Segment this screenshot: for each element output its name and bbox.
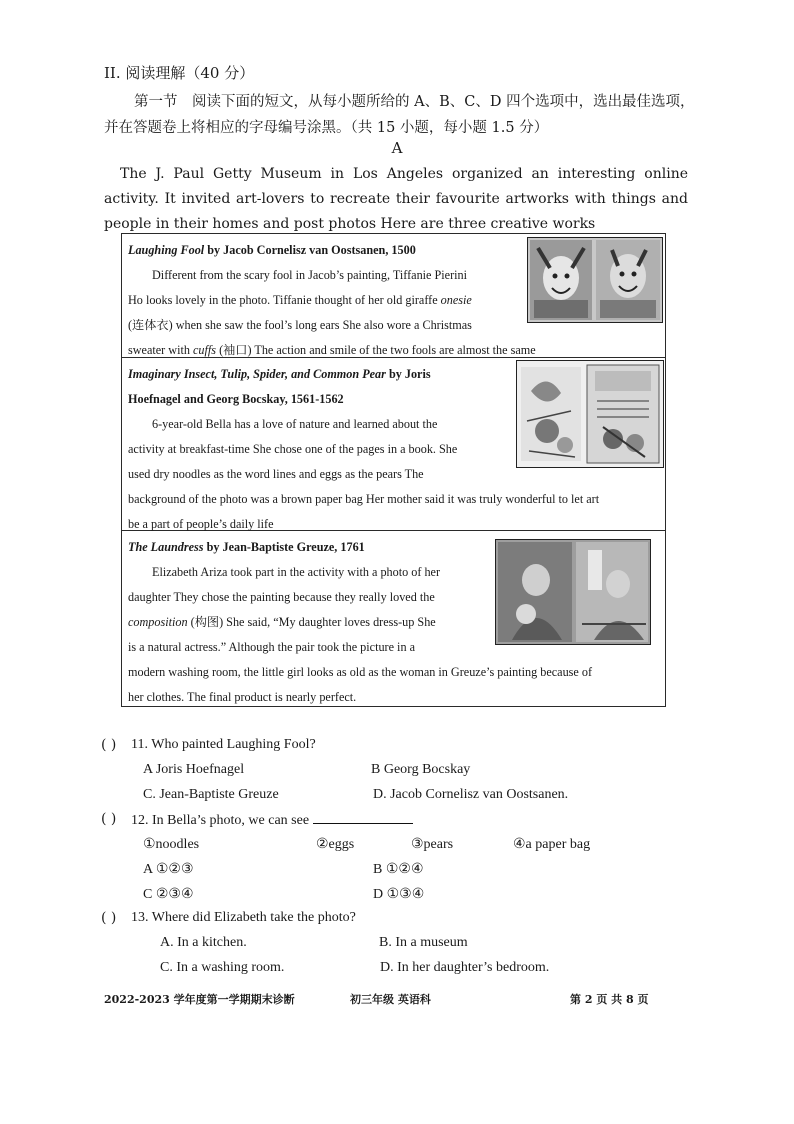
laundress-photo [495, 539, 651, 645]
work-title: Laughing Fool by Jacob Cornelisz van Oostsanen, 1500 [128, 243, 416, 257]
footer-subject: 初三年级 英语科 [350, 993, 431, 1006]
work-text-line: be a part of people’s daily life [128, 517, 274, 531]
option-c[interactable]: C. Jean-Baptiste Greuze [143, 787, 279, 802]
work-title-line2: Hoefnagel and Georg Bocskay, 1561-1562 [128, 392, 344, 406]
option-c[interactable]: C. In a washing room. [160, 960, 285, 975]
question-13-text: 13. Where did Elizabeth take the photo? [131, 910, 356, 925]
question-12-text: 12. In Bella’s photo, we can see [131, 811, 413, 829]
option-d[interactable]: D ①③④ [373, 887, 425, 902]
term-composition: composition [128, 615, 188, 629]
answer-blank [313, 811, 413, 824]
answer-paren[interactable]: ( ) [101, 737, 117, 753]
work-text-line: sweater with cuffs (袖口) The action and smile of the two fools are almost the same [128, 343, 536, 357]
work-box-laughing-fool [121, 233, 666, 358]
term-cuffs: cuffs [192, 343, 217, 357]
work-text-line: background of the photo was a brown paper bag Her mother said it was truly wonderful to let art [128, 492, 600, 506]
work-text-line: Elizabeth Ariza took part in the activity with a photo of her [152, 565, 441, 579]
option-d[interactable]: D. Jacob Cornelisz van Oostsanen. [373, 787, 569, 802]
work-text-line: (连体衣) when she saw the fool’s long ears She also wore a Christmas [128, 318, 472, 332]
answer-paren[interactable]: ( ) [101, 811, 117, 827]
footer-page-number: 第 2 页 共 8 页 [570, 993, 649, 1006]
answer-paren[interactable]: ( ) [101, 910, 117, 926]
option-c[interactable]: C ②③④ [143, 887, 194, 902]
work-text-line: 6-year-old Bella has a love of nature and learned about the [152, 417, 438, 431]
option-b[interactable]: B Georg Bocskay [371, 762, 471, 777]
term-onesie: onesie [440, 293, 472, 307]
question-11-text: 11. Who painted Laughing Fool? [131, 737, 316, 752]
work-title: Imaginary Insect, Tulip, Spider, and Common Pear by Joris [128, 367, 431, 381]
work-text-line: used dry noodles as the word lines and eggs as the pears The [128, 467, 424, 481]
option-a[interactable]: A. In a kitchen. [160, 935, 247, 950]
option-a[interactable]: A Joris Hoefnagel [143, 762, 245, 777]
work-text-line: her clothes. The final product is nearly perfect. [128, 690, 357, 704]
work-text-line: modern washing room, the little girl looks as old as the woman in Greuze’s painting because of [128, 665, 593, 679]
option-b[interactable]: B. In a museum [379, 935, 468, 950]
item-2: ②eggs [316, 837, 355, 852]
footer-exam-name: 2022-2023 学年度第一学期期末诊断 [104, 993, 295, 1006]
option-b[interactable]: B ①②④ [373, 862, 424, 877]
item-1: ①noodles [143, 837, 200, 852]
bella-photo [516, 360, 664, 468]
option-d[interactable]: D. In her daughter’s bedroom. [380, 960, 550, 975]
work-text-line: is a natural actress.” Although the pair took the picture in a [128, 640, 415, 654]
work-text-line: activity at breakfast-time She chose one of the pages in a book. She [128, 442, 458, 456]
item-3: ③pears [411, 837, 454, 852]
work-text-line: composition (构图) She said, “My daughter loves dress-up She [128, 615, 436, 629]
passage-intro: The J. Paul Getty Museum in Los Angeles organized an interesting online activity. It invited art-lovers to recreate their favourite artworks with things and people in their homes and post photos Here are three creative works [104, 166, 688, 232]
item-4: ④a paper bag [513, 837, 591, 852]
work-text-line: Different from the scary fool in Jacob’s painting, Tiffanie Pierini [152, 268, 468, 282]
work-box-the-laundress [121, 531, 666, 707]
section-title: II. 阅读理解（40 分） [104, 64, 255, 82]
laughing-fool-photo [527, 237, 663, 323]
work-title: The Laundress by Jean-Baptiste Greuze, 1761 [128, 540, 365, 554]
option-a[interactable]: A ①②③ [143, 862, 194, 877]
work-text-line: Ho looks lovely in the photo. Tiffanie thought of her old giraffe onesie [128, 293, 472, 307]
work-box-imaginary-insect [121, 358, 666, 531]
work-text-line: daughter They chose the painting because they really loved the [128, 590, 435, 604]
section-instruction: 第一节 阅读下面的短文，从每小题所给的 A、B、C、D 四个选项中，选出最佳选项，并在答题卷上将相应的字母编号涂黑。（共 15 小题，每小题 1.5 分） [104, 94, 695, 136]
passage-letter: A [391, 139, 403, 157]
